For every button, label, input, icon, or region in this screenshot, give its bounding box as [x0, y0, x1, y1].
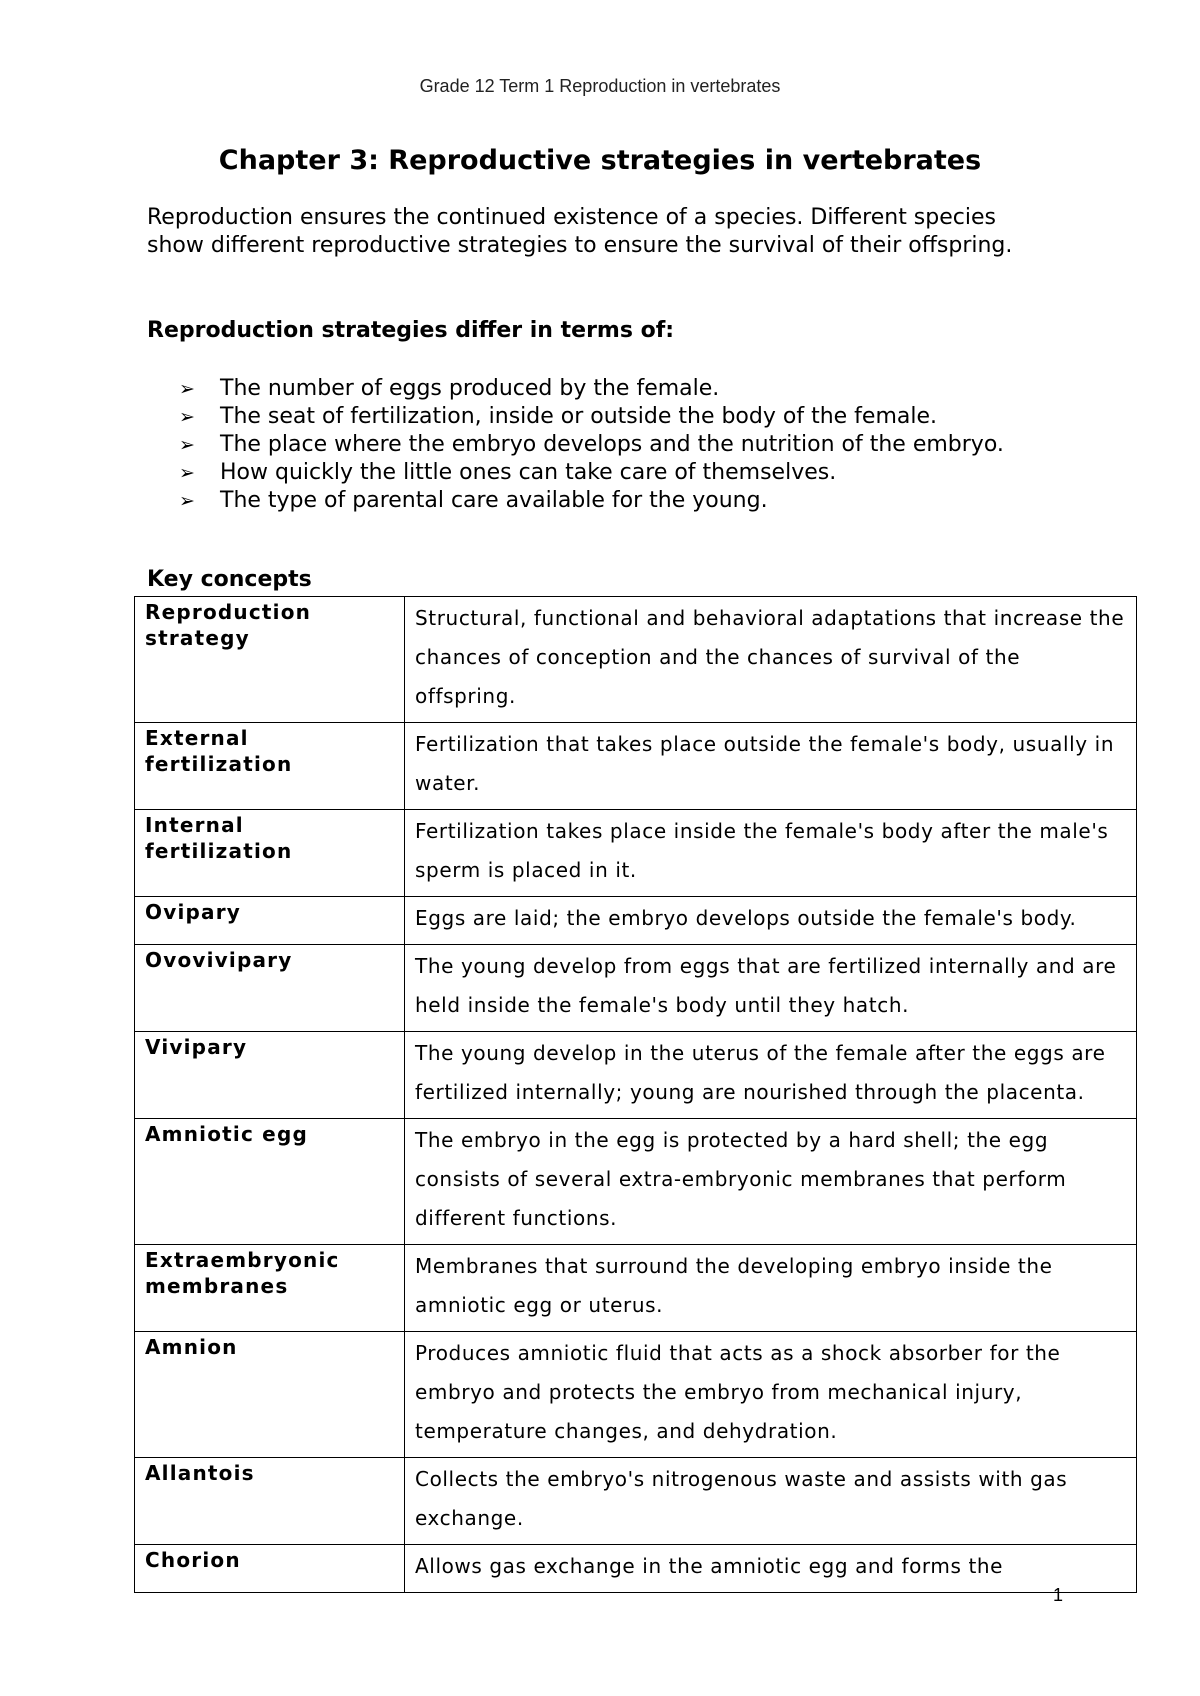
arrowhead-bullet-icon: ➢ [179, 462, 195, 484]
table-row [135, 1119, 1137, 1245]
table-row [135, 1332, 1137, 1458]
running-header: Grade 12 Term 1 Reproduction in vertebrates [419, 76, 781, 96]
key-concepts-table [134, 596, 1137, 1593]
concept-term: Ovipary [135, 897, 405, 945]
concept-term: External fertilization [135, 723, 405, 810]
concept-definition: Produces amniotic fluid that acts as a shock absorber for the embryo and protects the embryo from mechanical injury, temperature changes, and dehydration. [405, 1332, 1137, 1458]
arrowhead-bullet-icon: ➢ [179, 406, 195, 428]
list-item [147, 403, 1047, 431]
concept-term: Amniotic egg [135, 1119, 405, 1245]
list-item [147, 487, 1047, 515]
intro-paragraph: Reproduction ensures the continued existence of a species. Different species show different reproductive strategies to ensure the survival of their offspring. [147, 205, 1013, 258]
concept-definition: The embryo in the egg is protected by a hard shell; the egg consists of several extra-embryonic membranes that perform different functions. [405, 1119, 1137, 1245]
list-item-text: The type of parental care available for the young. [220, 488, 768, 513]
concept-definition: Fertilization that takes place outside the female's body, usually in water. [405, 723, 1137, 810]
table-row [135, 1545, 1137, 1593]
arrowhead-bullet-icon: ➢ [179, 490, 195, 512]
list-item-text: The place where the embryo develops and the nutrition of the embryo. [220, 432, 1004, 457]
table-row [135, 1245, 1137, 1332]
list-item-text: How quickly the little ones can take care of themselves. [220, 460, 837, 485]
concept-term: Allantois [135, 1458, 405, 1545]
table-row [135, 897, 1137, 945]
arrowhead-bullet-icon: ➢ [179, 378, 195, 400]
concept-term: Internal fertilization [135, 810, 405, 897]
concept-definition: Structural, functional and behavioral adaptations that increase the chances of conception and the chances of survival of the offspring. [405, 597, 1137, 723]
concept-term: Amnion [135, 1332, 405, 1458]
chapter-title: Chapter 3: Reproductive strategies in vertebrates [218, 145, 982, 176]
table-row [135, 1458, 1137, 1545]
concept-definition: The young develop from eggs that are fertilized internally and are held inside the female's body until they hatch. [405, 945, 1137, 1032]
table-row [135, 945, 1137, 1032]
list-item [147, 431, 1047, 459]
concept-term: Extraembryonic membranes [135, 1245, 405, 1332]
key-concepts-heading: Key concepts [147, 567, 312, 592]
concept-term: Vivipary [135, 1032, 405, 1119]
concept-definition: The young develop in the uterus of the female after the eggs are fertilized internally; young are nourished through the placenta. [405, 1032, 1137, 1119]
concept-definition: Fertilization takes place inside the female's body after the male's sperm is placed in it. [405, 810, 1137, 897]
concept-definition: Allows gas exchange in the amniotic egg and forms the [405, 1545, 1137, 1593]
table-row [135, 723, 1137, 810]
list-item [147, 375, 1047, 403]
table-row [135, 597, 1137, 723]
page-number: 1 [1053, 1585, 1064, 1605]
arrowhead-bullet-icon: ➢ [179, 434, 195, 456]
concept-term: Reproduction strategy [135, 597, 405, 723]
table-row [135, 810, 1137, 897]
table-row [135, 1032, 1137, 1119]
strategies-list [147, 375, 1047, 515]
list-item-text: The seat of fertilization, inside or outside the body of the female. [220, 404, 937, 429]
concept-term: Chorion [135, 1545, 405, 1593]
strategies-heading: Reproduction strategies differ in terms of: [147, 318, 675, 343]
list-item [147, 459, 1047, 487]
concept-term: Ovovivipary [135, 945, 405, 1032]
concept-definition: Membranes that surround the developing embryo inside the amniotic egg or uterus. [405, 1245, 1137, 1332]
list-item-text: The number of eggs produced by the female. [220, 376, 720, 401]
concept-definition: Eggs are laid; the embryo develops outside the female's body. [405, 897, 1137, 945]
concept-definition: Collects the embryo's nitrogenous waste and assists with gas exchange. [405, 1458, 1137, 1545]
